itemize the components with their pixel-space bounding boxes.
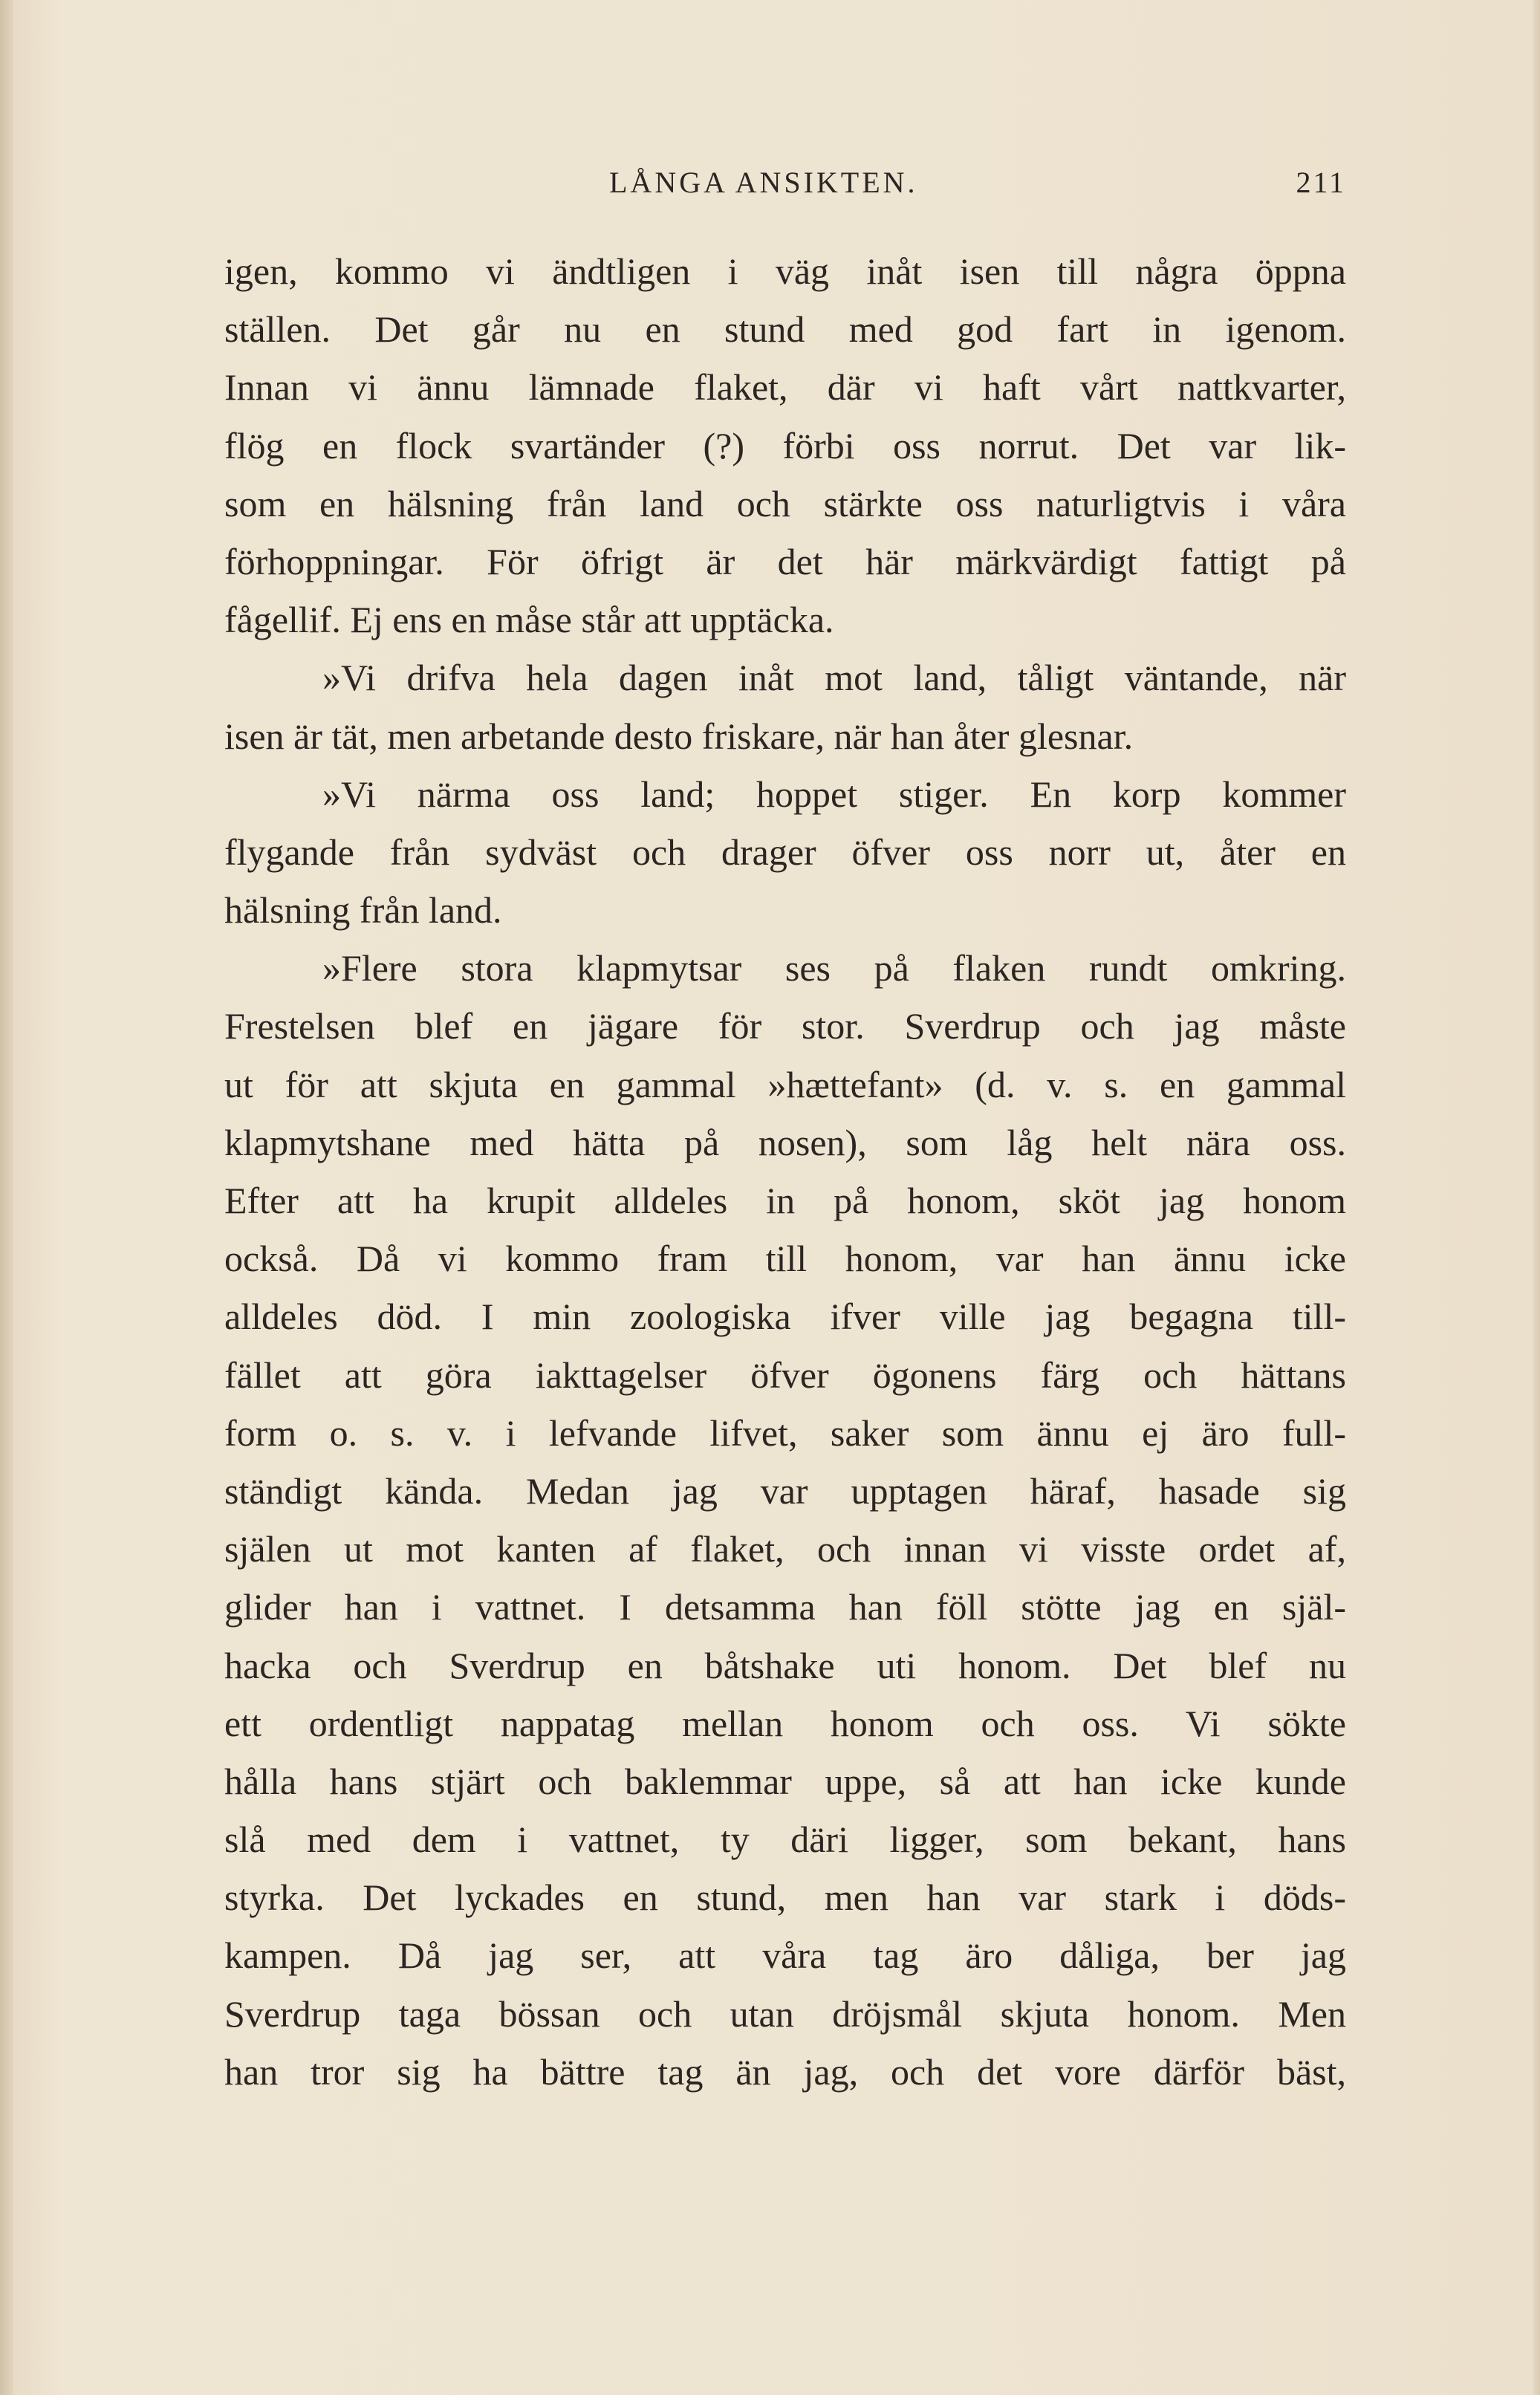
page-number: 211 bbox=[1296, 166, 1346, 199]
text-line: form o. s. v. i lefvande lifvet, saker som ännu ej äro full- bbox=[224, 1411, 1346, 1454]
text-line: Frestelsen blef en jägare för stor. Sverdrup och jag måste bbox=[224, 1005, 1346, 1047]
page-spine-shadow bbox=[0, 0, 13, 2395]
text-line: »Flere stora klapmytsar ses på flaken rundt omkring. bbox=[322, 947, 1346, 989]
text-line: kampen. Då jag ser, att våra tag äro dåliga, ber jag bbox=[224, 1934, 1346, 1977]
text-line: fågellif. Ej ens en måse står att upptäcka. bbox=[224, 599, 834, 641]
text-line: isen är tät, men arbetande desto friskare, när han åter glesnar. bbox=[224, 715, 1134, 757]
text-line: hålla hans stjärt och baklemmar uppe, så att han icke kunde bbox=[224, 1760, 1346, 1802]
text-line: flög en flock svartänder (?) förbi oss norrut. Det var lik- bbox=[224, 424, 1346, 467]
text-line: ett ordentligt nappatag mellan honom och oss. Vi sökte bbox=[224, 1702, 1346, 1744]
text-line: styrka. Det lyckades en stund, men han var stark i döds- bbox=[224, 1876, 1346, 1919]
text-line: fället att göra iakttagelser öfver ögonens färg och hättans bbox=[224, 1354, 1346, 1396]
page-edge bbox=[1533, 0, 1540, 2395]
text-line: själen ut mot kanten af flaket, och innan vi visste ordet af, bbox=[224, 1528, 1346, 1570]
text-line: alldeles död. I min zoologiska ifver ville jag begagna till- bbox=[224, 1296, 1346, 1338]
text-line: ut för att skjuta en gammal »hættefant» (d. v. s. en gammal bbox=[224, 1063, 1346, 1105]
text-line: glider han i vattnet. I detsamma han föll stötte jag en själ- bbox=[224, 1586, 1346, 1628]
text-line: Efter att ha krupit alldeles in på honom, sköt jag honom bbox=[224, 1180, 1346, 1221]
text-line: »Vi drifva hela dagen inåt mot land, tåligt väntande, när bbox=[322, 657, 1346, 699]
text-line: ställen. Det går nu en stund med god fart in igenom. bbox=[224, 308, 1346, 351]
text-line: slå med dem i vattnet, ty däri ligger, som bekant, hans bbox=[224, 1819, 1346, 1861]
text-line: flygande från sydväst och drager öfver oss norr ut, åter en bbox=[224, 831, 1346, 873]
text-line: Sverdrup taga bössan och utan dröjsmål skjuta honom. Men bbox=[224, 1992, 1346, 2035]
text-line: igen, kommo vi ändtligen i väg inåt isen till några öppna bbox=[224, 250, 1346, 292]
text-line: också. Då vi kommo fram till honom, var han ännu icke bbox=[224, 1238, 1346, 1280]
text-line: »Vi närma oss land; hoppet stiger. En korp kommer bbox=[322, 773, 1346, 815]
text-line: förhoppningar. För öfrigt är det här märkvärdigt fattigt på bbox=[224, 540, 1346, 582]
text-line: ständigt kända. Medan jag var upptagen häraf, hasade sig bbox=[224, 1469, 1346, 1512]
text-line: som en hälsning från land och stärkte oss naturligtvis i våra bbox=[224, 482, 1346, 524]
text-line: klapmytshane med hätta på nosen), som låg helt nära oss. bbox=[224, 1121, 1346, 1163]
text-line: hälsning från land. bbox=[224, 889, 502, 932]
body-text bbox=[224, 242, 1346, 2101]
running-head-title: LÅNGA ANSIKTEN. bbox=[609, 166, 918, 199]
text-line: Innan vi ännu lämnade flaket, där vi haft vårt nattkvarter, bbox=[224, 366, 1346, 409]
running-head bbox=[223, 165, 1352, 209]
text-line: han tror sig ha bättre tag än jag, och det vore därför bäst, bbox=[224, 2050, 1346, 2093]
text-line: hacka och Sverdrup en båtshake uti honom. Det blef nu bbox=[224, 1644, 1346, 1686]
